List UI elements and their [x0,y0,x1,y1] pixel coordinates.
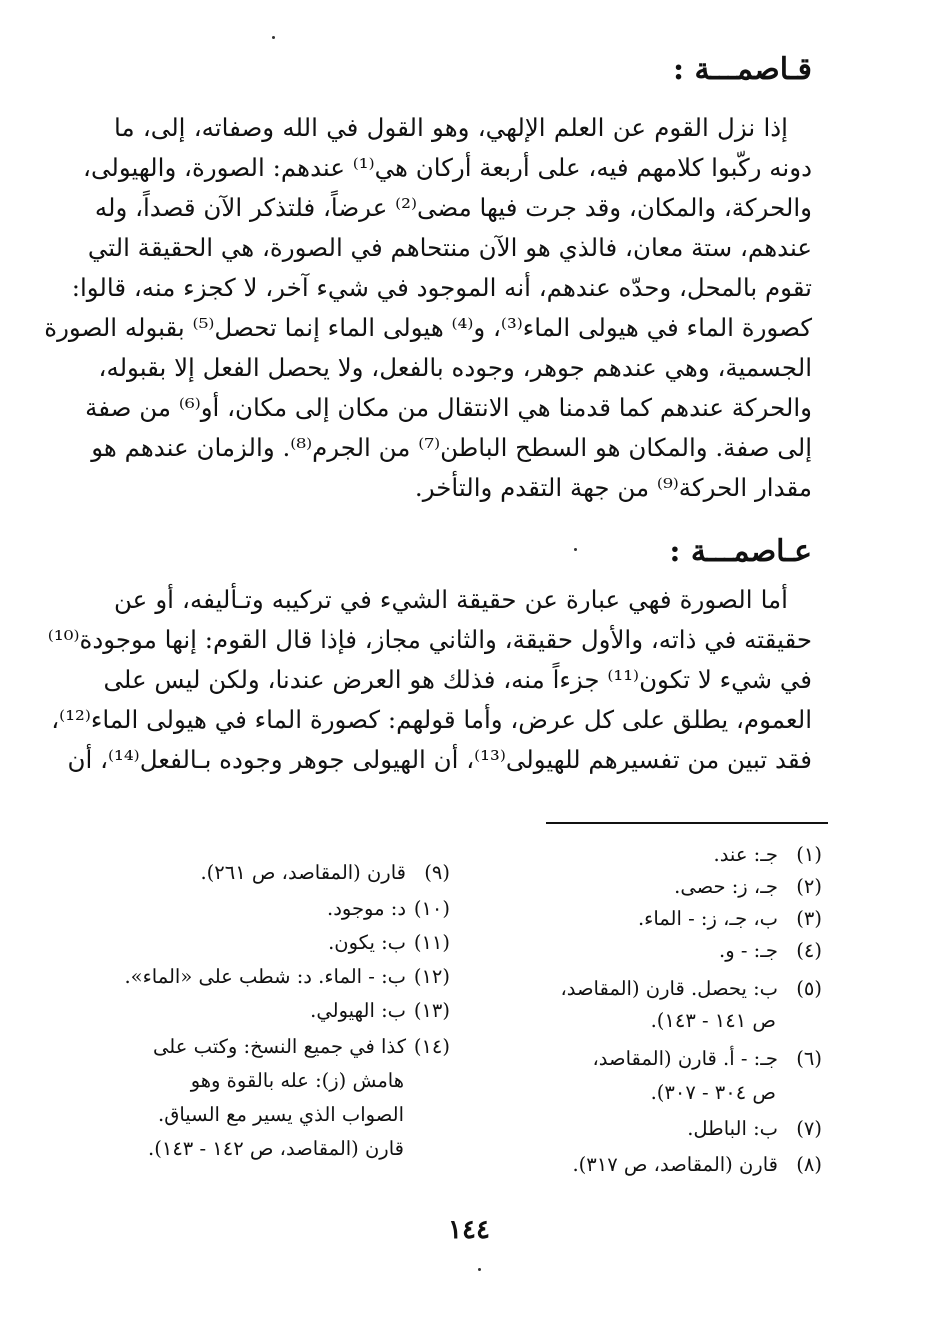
footnote-number: (١٠) [413,897,450,920]
footnote-text: ب: يكون. [328,931,406,954]
footnote-number: (٦) [796,1047,822,1070]
footnote-number: (١٤) [413,1035,450,1058]
footnote [492,1114,822,1144]
section-title-asima: عـاصمـــة : [669,534,812,569]
page-number: ١٤٤ [448,1215,490,1245]
footnote-text: قارن (المقاصد، ص ٣١٧). [572,1153,778,1176]
footnote-number: (١) [796,843,822,866]
footnote [100,928,450,958]
footnote-text: د: موجود. [327,897,406,920]
text-line: دونه ركّبوا كلامهم فيه، على أربعة أركان هي⁽¹⁾ عندهم: الصورة، والهيولى، [83,153,812,182]
footnote-continuation [100,1066,450,1096]
footnote [492,1044,822,1074]
footnote-continuation [100,1100,450,1130]
footnote-continuation [492,1078,822,1108]
text-line: في شيء لا تكون⁽¹¹⁾ جزءاً منه، فذلك هو العرض عندنا، ولكن ليس على [103,665,812,694]
footnote-text: ب: - الماء. د: شطب على «الماء». [124,965,406,988]
footnote [100,962,450,992]
footnote-number: (٣) [796,907,822,930]
footnote [492,1150,822,1180]
footnote-text: جـ: - و. [719,939,778,962]
text-line: حقيقته في ذاته، والأول حقيقة، والثاني مجاز، فإذا قال القوم: إنها موجودة⁽¹⁰⁾ [47,625,812,654]
footnote-text: جـ: - أ. قارن (المقاصد، [592,1047,778,1070]
text-line: عندهم، ستة معان، فالذي هو الآن منتحاهم في الصورة، هي الحقيقة التي [87,233,812,262]
footnote-text: ب: الهيولي. [310,999,406,1022]
footnote-text: ص ١٤١ - ١٤٣). [650,1009,776,1032]
text-line: تقوم بالمحل، وحدّه عندهم، أنه الموجود في شيء آخر، لا كجزء منه، قالوا: [71,273,812,302]
footnote-text: هامش (ز): عله بالقوة وهو [190,1069,404,1092]
footnote [492,974,822,1004]
footnote-text: ب: الباطل. [687,1117,778,1140]
footnote-number: (٤) [796,939,822,962]
footnote-text: قارن (المقاصد، ص ١٤٢ - ١٤٣). [148,1137,404,1160]
footnote [492,904,822,934]
footnote-text: قارن (المقاصد، ص ٢٦١). [200,861,406,884]
footnote [100,996,450,1026]
footnote-number: (٢) [796,875,822,898]
text-line: الجسمية، وهي عندهم جوهر، وجوده بالفعل، ولا يحصل الفعل إلا بقبوله، [98,353,812,382]
footnote-text: جـ، ز: حصى. [674,875,778,898]
text-line: العموم، يطلق على كل عرض، وأما قولهم: كصورة الماء في هيولى الماء⁽¹²⁾، [51,705,812,734]
text-line: كصورة الماء في هيولى الماء⁽³⁾، و⁽⁴⁾ هيولى الماء إنما تحصل⁽⁵⁾ بقبوله الصورة [44,313,812,342]
footnote [492,840,822,870]
footnote-text: كذا في جميع النسخ: وكتب على [153,1035,406,1058]
scan-speck [574,548,577,551]
footnote-continuation [492,1006,822,1036]
footnote-divider [546,822,828,824]
footnote-number: (٨) [796,1153,822,1176]
footnote [492,872,822,902]
scan-speck [272,36,275,39]
scan-speck [478,1268,481,1271]
footnote-number: (٥) [796,977,822,1000]
text-line: والحركة عندهم كما قدمنا هي الانتقال من مكان إلى مكان، أو⁽⁶⁾ من صفة [85,393,812,422]
footnote [100,1032,450,1062]
text-line: أما الصورة فهي عبارة عن حقيقة الشيء في تركيبه وتـأليفه، أو عن [114,585,788,614]
footnote-text: ب، جـ، ز: - الماء. [637,907,778,930]
footnote-text: ص ٣٠٤ - ٣٠٧). [650,1081,776,1104]
section-title-qasima: قـاصمـــة : [672,52,812,87]
text-line: مقدار الحركة⁽⁹⁾ من جهة التقدم والتأخر. [414,473,812,502]
text-line: فقد تبين من تفسيرهم للهيولى⁽¹³⁾، أن الهيولى جوهر وجوده بـالفعل⁽¹⁴⁾، أن [67,745,812,774]
footnote-text: الصواب الذي يسير مع السياق. [158,1103,404,1126]
footnote-continuation [100,1134,450,1164]
text-line: إذا نزل القوم عن العلم الإلهي، وهو القول في الله وصفاته، إلى، ما [114,113,788,142]
footnote-number: (٧) [796,1117,822,1140]
footnote [100,858,450,888]
text-line: إلى صفة. والمكان هو السطح الباطن⁽⁷⁾ من الجرم⁽⁸⁾. والزمان عندهم هو [91,433,812,462]
footnote-text: ب: يحصل. قارن (المقاصد، [560,977,778,1000]
footnote [492,936,822,966]
footnote [100,894,450,924]
footnote-number: (١٢) [413,965,450,988]
footnote-number: (١١) [413,931,450,954]
footnote-number: (٩) [424,861,450,884]
text-line: والحركة، والمكان، وقد جرت فيها مضى⁽²⁾ عرضاً، فلتذكر الآن قصداً، وله [94,193,812,222]
footnote-text: جـ: عند. [713,843,778,866]
footnote-number: (١٣) [413,999,450,1022]
